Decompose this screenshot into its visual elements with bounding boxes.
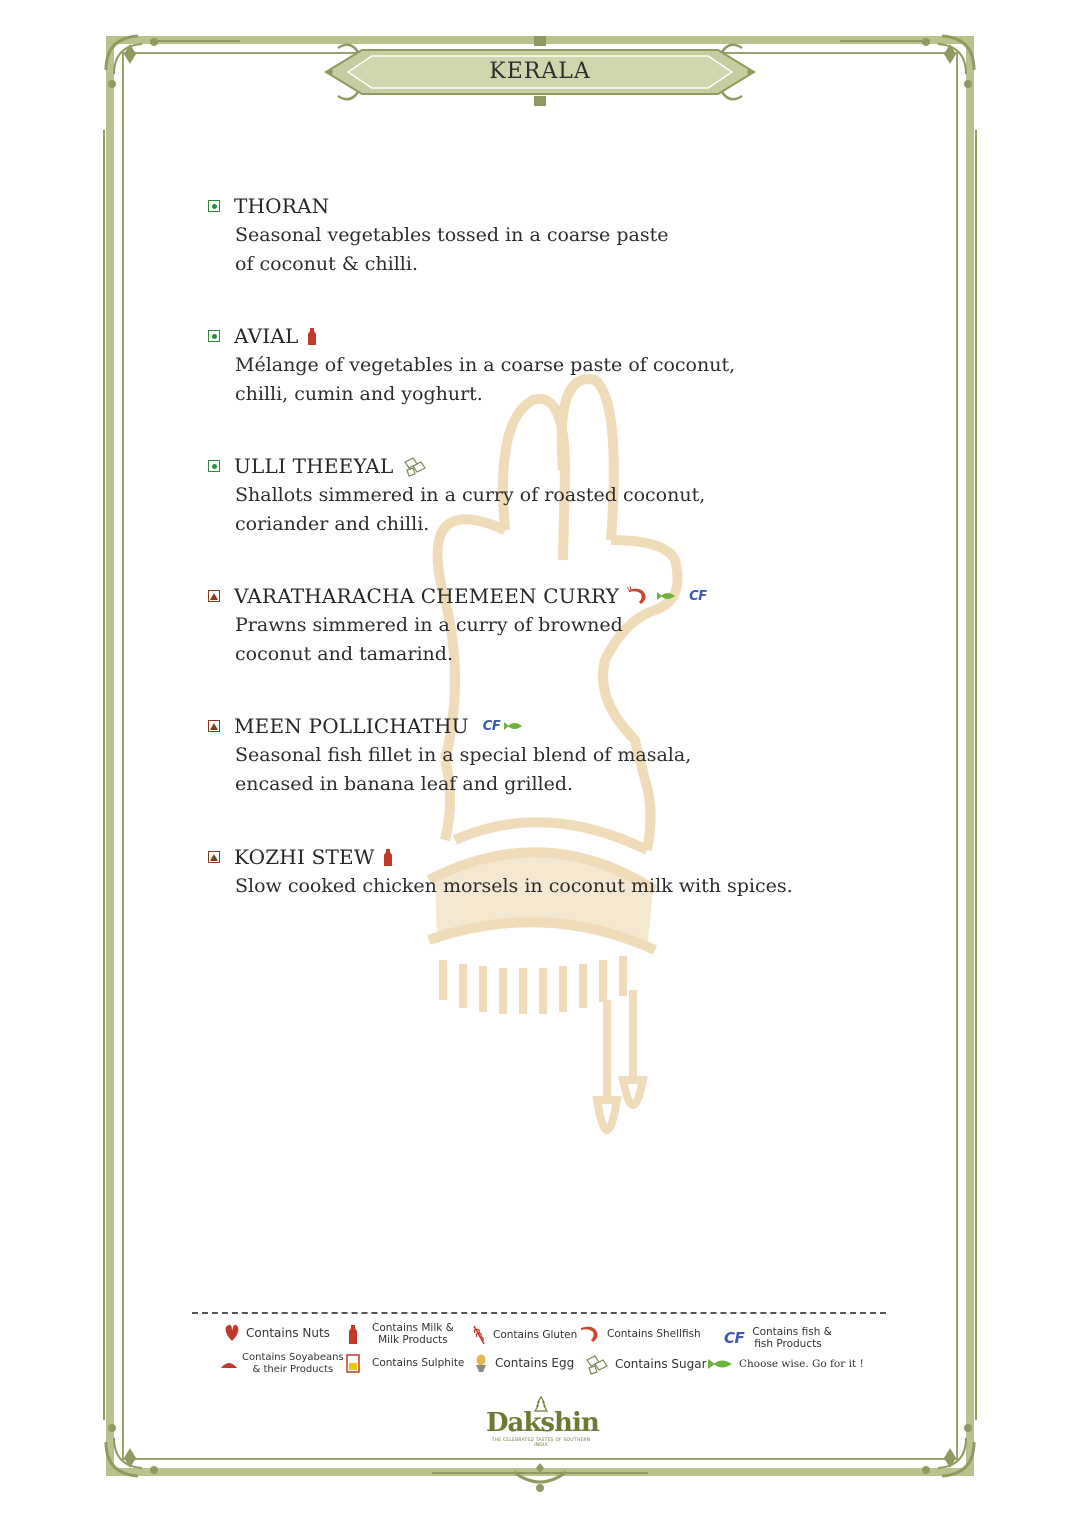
legend-fish-text [752,1326,832,1350]
sulphite-icon [346,1353,360,1373]
legend-soya-text [242,1352,344,1376]
legend-label: Contains Shellfish [607,1328,701,1340]
choose-wise-fish-icon [657,590,679,602]
dish-description: Seasonal vegetables tossed in a coarse paste of coconut & chilli. [235,224,669,275]
corner-ornament-bottom-right [910,1412,980,1482]
legend-sugar [583,1352,707,1376]
veg-icon [208,200,220,212]
milk-icon [307,326,317,346]
legend-egg [474,1353,574,1373]
cf-icon: CF [724,1329,745,1347]
nuts-icon [222,1323,242,1343]
legend-label: Contains Egg [495,1356,575,1370]
dish-description: Slow cooked chicken morsels in coconut milk with spices. [235,875,793,897]
legend-shellfish [579,1324,701,1344]
veg-icon [208,460,220,472]
cf-icon: CF [689,588,707,604]
dish-description: Mélange of vegetables in a coarse paste of coconut, chilli, cumin and yoghurt. [235,354,736,405]
legend-fish [724,1326,832,1350]
dish-description: Prawns simmered in a curry of browned coconut and tamarind. [235,614,623,665]
legend-label: Contains Gluten [493,1329,578,1341]
menu-item-kozhi-stew [208,842,848,901]
menu-item-meen-pollichathu [208,711,848,798]
sugar-icon [583,1352,609,1376]
dish-name: KOZHI STEW [234,845,375,869]
legend-milk [348,1322,454,1346]
dish-description: Seasonal fish fillet in a special blend of masala, encased in banana leaf and grilled. [235,744,692,795]
legend-soyabeans [220,1352,344,1376]
dish-name: ULLI THEEYAL [234,454,394,478]
legend-label: Contains Sugar [615,1357,707,1371]
menu-item-avial [208,321,848,408]
menu-item-varatharacha-chemeen-curry [208,581,848,668]
menu-item-thoran [208,191,848,278]
legend-gluten [472,1324,577,1346]
legend-label: Milk Products [378,1334,448,1346]
choose-wise-fish-icon [504,720,526,732]
sugar-icon [401,454,427,478]
corner-ornament-top-left [100,30,170,100]
dish-name: THORAN [234,194,330,218]
legend-label: Contains Sulphite [372,1357,465,1369]
veg-icon [208,330,220,342]
non-veg-icon [208,851,220,863]
legend-label: Contains fish & [752,1326,832,1338]
bottom-center-ornament [510,1462,570,1496]
legend-sulphite [346,1353,464,1373]
gluten-icon [472,1324,486,1346]
legend-divider [192,1312,886,1314]
soyabean-icon [220,1356,238,1372]
temple-icon [533,1396,549,1412]
frame-accent-left [103,130,105,1420]
non-veg-icon [208,590,220,602]
page-title: KERALA [489,59,591,84]
dish-name: VARATHARACHA CHEMEEN CURRY [234,584,620,608]
frame-accent-right [975,130,977,1420]
logo-tagline: THE CELEBRATED TASTES OF SOUTHERN INDIA [491,1438,591,1448]
legend-label: fish Products [754,1338,822,1350]
dakshin-logo [486,1396,599,1448]
legend-nuts [222,1323,330,1343]
menu-item-ulli-theeyal [208,451,848,538]
legend-label: Choose wise. Go for it ! [739,1358,864,1370]
corner-ornament-bottom-left [100,1412,170,1482]
legend-label: & their Products [252,1364,334,1375]
dish-name: AVIAL [234,324,299,348]
shellfish-icon [579,1324,601,1344]
legend-label: Contains Soyabeans [242,1352,344,1363]
cf-icon: CF [482,718,501,734]
legend-label: Contains Nuts [246,1326,330,1340]
milk-icon [348,1323,358,1345]
legend-label: Contains Milk & [372,1322,454,1334]
non-veg-icon [208,720,220,732]
logo-name: Dakshin [486,1408,599,1438]
egg-icon [474,1353,488,1373]
dish-description: Shallots simmered in a curry of roasted coconut, coriander and chilli. [235,484,706,535]
choose-wise-fish-icon [708,1357,734,1371]
legend-choose-wise [708,1357,864,1371]
milk-icon [383,847,393,867]
dish-name: MEEN POLLICHATHU [234,714,469,738]
corner-ornament-top-right [910,30,980,100]
shellfish-icon [627,586,649,606]
legend-milk-text [372,1322,454,1346]
